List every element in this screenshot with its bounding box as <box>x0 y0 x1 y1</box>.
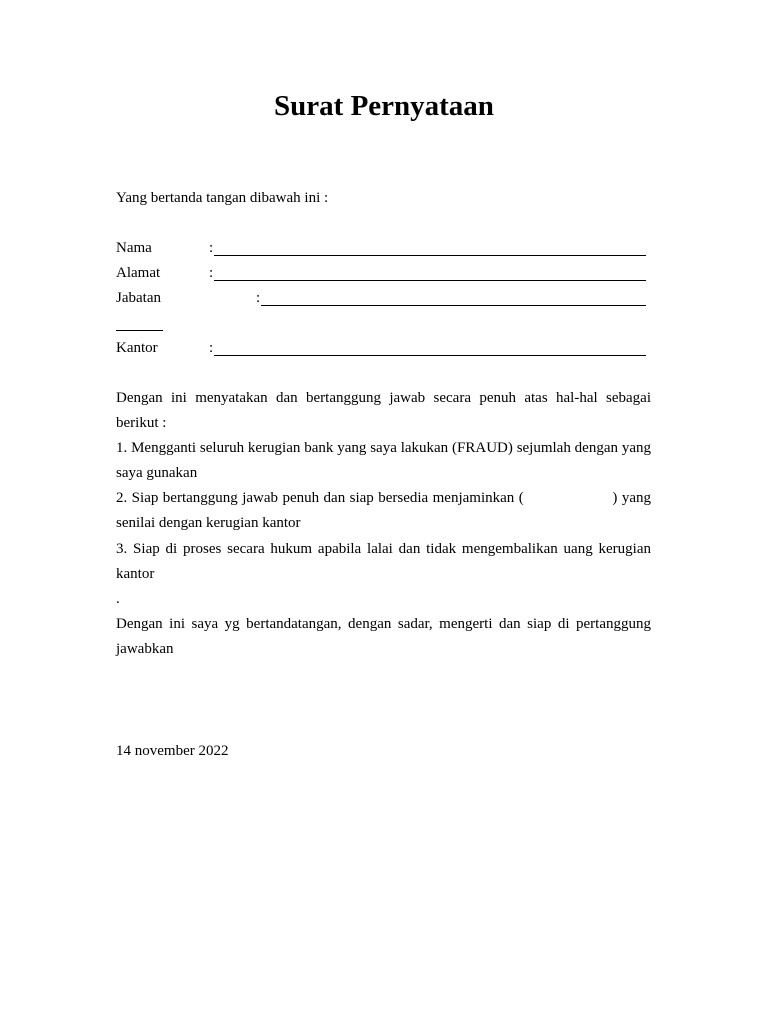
field-colon-jabatan: : <box>256 290 261 306</box>
field-line-alamat <box>214 280 646 281</box>
field-label-kantor: Kantor <box>116 340 158 356</box>
field-colon-kantor: : <box>209 340 214 356</box>
document-date: 14 november 2022 <box>116 743 229 759</box>
document-title: Surat Pernyataan <box>274 90 494 122</box>
point-1: 1. Mengganti seluruh kerugian bank yang saya lakukan (FRAUD) sejumlah dengan yang saya gunakan <box>116 440 651 481</box>
field-line-jabatan-wrap <box>116 330 163 331</box>
intro-text: Yang bertanda tangan dibawah ini : <box>116 190 329 206</box>
field-line-kantor <box>214 355 646 356</box>
dot-line: . <box>116 591 120 607</box>
field-label-jabatan: Jabatan <box>116 290 161 306</box>
closing-paragraph: Dengan ini saya yg bertandatangan, dengan sadar, mengerti dan siap di pertanggung jawabkan <box>116 616 651 657</box>
field-colon-nama: : <box>209 240 214 256</box>
field-label-alamat: Alamat <box>116 265 161 281</box>
field-line-jabatan <box>261 305 646 306</box>
field-colon-alamat: : <box>209 265 214 281</box>
field-label-nama: Nama <box>116 240 152 256</box>
point-3: 3. Siap di proses secara hukum apabila lalai dan tidak mengembalikan uang kerugian kantor <box>116 541 651 582</box>
statement-paragraph: Dengan ini menyatakan dan bertanggung jawab secara penuh atas hal-hal sebagai berikut : <box>116 390 651 431</box>
field-line-nama <box>214 255 646 256</box>
point-2: 2. Siap bertanggung jawab penuh dan siap bersedia menjaminkan ( ) yang senilai dengan kerugian kantor <box>116 490 655 531</box>
